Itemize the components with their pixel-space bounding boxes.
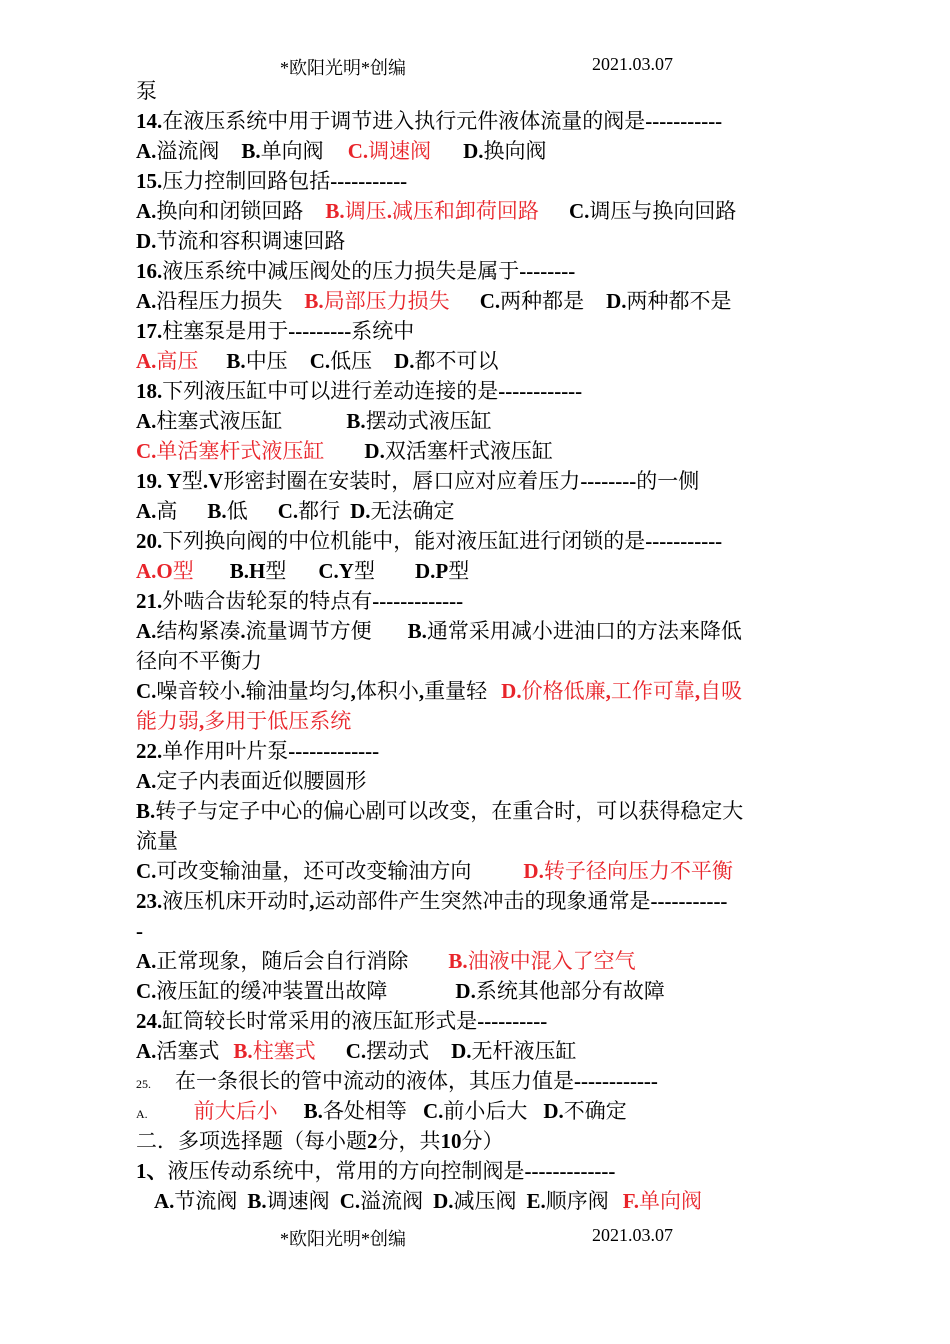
- text-segment: 都行: [298, 499, 341, 523]
- question-list: [136, 76, 826, 1216]
- text-segment: C.: [339, 1189, 361, 1213]
- text-segment: A.: [136, 1107, 148, 1121]
- text-line: [136, 1036, 826, 1066]
- text-segment: 单作用叶片泵: [162, 739, 289, 763]
- text-segment: D.: [606, 289, 627, 313]
- text-segment: 高: [156, 499, 178, 523]
- text-segment: 在一条很长的管中流动的液体，其压力值是: [175, 1069, 574, 1093]
- answer-text: 转子径向压力不平衡: [543, 859, 733, 883]
- text-segment: A.: [136, 949, 157, 973]
- text-line: [136, 766, 826, 796]
- text-segment: ------------: [498, 379, 583, 403]
- answer-text: 多用于低压系统: [204, 709, 352, 733]
- text-segment: 活塞式: [156, 1039, 220, 1063]
- text-segment: A.: [136, 409, 157, 433]
- text-segment: A.: [136, 199, 157, 223]
- text-segment: 换向和闭锁回路: [156, 199, 304, 223]
- text-segment: A.: [136, 1039, 157, 1063]
- text-line: [136, 1156, 826, 1186]
- text-segment: .: [240, 679, 246, 703]
- text-line: [136, 466, 826, 496]
- text-line: [136, 1006, 826, 1036]
- text-segment: C.: [309, 349, 331, 373]
- text-line: [136, 616, 826, 646]
- text-segment: 泵: [136, 79, 157, 103]
- text-segment: 14.: [136, 109, 163, 133]
- text-segment: -------------: [372, 589, 464, 613]
- answer-text: 油液中混入了空气: [467, 949, 636, 973]
- text-line: [136, 1096, 826, 1126]
- text-segment: 顺序阀: [545, 1189, 609, 1213]
- text-segment: 摆动式: [366, 1039, 430, 1063]
- text-segment: 双活塞杆式液压缸: [384, 439, 553, 463]
- text-segment: 调压与换向回路: [589, 199, 737, 223]
- answer-text: B.: [325, 199, 345, 223]
- text-line: [136, 1066, 826, 1096]
- text-segment: 型: [181, 469, 203, 493]
- text-segment: 21.: [136, 589, 163, 613]
- text-segment: 17.: [136, 319, 163, 343]
- text-segment: 两种都是: [500, 289, 585, 313]
- text-segment: C.: [277, 499, 299, 523]
- text-segment: 20.: [136, 529, 163, 553]
- text-segment: D.: [455, 979, 476, 1003]
- answer-text: 单向阀: [638, 1189, 702, 1213]
- text-segment: 前小后大: [443, 1099, 528, 1123]
- text-segment: D.: [350, 499, 371, 523]
- text-segment: 型: [353, 559, 375, 583]
- text-line: [136, 826, 826, 856]
- text-segment: 运动部件产生突然冲击的现象通常是: [314, 889, 651, 913]
- footer-author: *欧阳光明*创编: [280, 1229, 406, 1249]
- text-segment: ,: [350, 679, 356, 703]
- text-line: [136, 316, 826, 346]
- text-line: [136, 436, 826, 466]
- answer-text: 局部压力损失: [323, 289, 450, 313]
- answer-text: A.: [136, 349, 157, 373]
- text-segment: 节流阀: [174, 1189, 238, 1213]
- text-segment: C.: [136, 679, 157, 703]
- text-segment: 10: [440, 1129, 462, 1153]
- text-segment: 各处相等: [322, 1099, 407, 1123]
- text-line: [136, 406, 826, 436]
- text-segment: C.: [136, 979, 157, 1003]
- text-segment: D.P: [414, 559, 449, 583]
- text-segment: 减压阀: [453, 1189, 517, 1213]
- text-segment: D.: [136, 229, 157, 253]
- page-header: [0, 54, 950, 78]
- text-segment: 23.: [136, 889, 163, 913]
- text-segment: B.: [407, 619, 427, 643]
- text-segment: 都不可以: [414, 349, 499, 373]
- answer-text: A.O: [136, 559, 173, 583]
- text-segment: 系统中: [351, 319, 415, 343]
- text-segment: ,: [309, 889, 315, 913]
- text-segment: 径向不平衡力: [136, 649, 262, 673]
- text-segment: B.: [303, 1099, 323, 1123]
- text-segment: 19. Y: [136, 469, 182, 493]
- text-segment: 正常现象，随后会自行消除: [156, 949, 409, 973]
- text-segment: 24.: [136, 1009, 163, 1033]
- answer-text: B.: [448, 949, 468, 973]
- answer-text: 高压: [156, 349, 199, 373]
- text-segment: 缸筒较长时常采用的液压缸形式是: [162, 1009, 478, 1033]
- text-line: [136, 646, 826, 676]
- text-line: [136, 1186, 826, 1216]
- text-line: [136, 886, 826, 916]
- text-segment: D.: [543, 1099, 564, 1123]
- answer-text: 价格低廉: [521, 679, 606, 703]
- text-segment: -------------: [288, 739, 380, 763]
- answer-text: 型: [172, 559, 194, 583]
- text-segment: 输油量均匀: [245, 679, 351, 703]
- text-segment: C.: [136, 859, 157, 883]
- text-segment: 摆动式液压缸: [365, 409, 492, 433]
- text-line: [136, 736, 826, 766]
- text-segment: C.Y: [318, 559, 354, 583]
- text-segment: 16.: [136, 259, 163, 283]
- text-segment: D.: [394, 349, 415, 373]
- answer-text: 调速阀: [368, 139, 432, 163]
- text-line: [136, 676, 826, 706]
- text-segment: A.: [136, 289, 157, 313]
- text-segment: D.: [451, 1039, 472, 1063]
- text-segment: 结构紧凑: [156, 619, 241, 643]
- text-segment: 型: [265, 559, 287, 583]
- text-segment: 2: [367, 1129, 378, 1153]
- answer-text: C.: [136, 439, 157, 463]
- answer-text: ,: [199, 709, 205, 733]
- text-line: [136, 106, 826, 136]
- footer-date: 2021.03.07: [592, 1225, 673, 1245]
- text-segment: A.: [136, 139, 157, 163]
- answer-text: F.: [622, 1189, 639, 1213]
- text-segment: -----------: [645, 529, 723, 553]
- text-segment: ------------: [574, 1069, 658, 1093]
- text-segment: 中压: [245, 349, 288, 373]
- text-segment: 定子内表面近似腰圆形: [156, 769, 367, 793]
- text-segment: ,: [418, 679, 425, 703]
- answer-text: 柱塞式: [252, 1039, 316, 1063]
- text-segment: 液压机床开动时: [162, 889, 310, 913]
- text-segment: 柱塞泵是用于: [162, 319, 289, 343]
- text-segment: A.: [136, 769, 157, 793]
- text-line: [136, 226, 826, 256]
- text-segment: 单向阀: [260, 139, 324, 163]
- text-segment: B.: [136, 799, 156, 823]
- text-segment: 18.: [136, 379, 163, 403]
- text-segment: 22.: [136, 739, 163, 763]
- answer-text: D.: [501, 679, 522, 703]
- answer-text: B.: [233, 1039, 253, 1063]
- text-segment: 二．多项选择题（每小题: [136, 1129, 367, 1153]
- answer-text: 调压: [344, 199, 387, 223]
- text-segment: 液压缸的缓冲装置出故障: [156, 979, 388, 1003]
- text-segment: 15.: [136, 169, 163, 193]
- text-segment: E.: [526, 1189, 546, 1213]
- text-segment: 在液压系统中用于调节进入执行元件液体流量的阀是: [162, 109, 646, 133]
- text-segment: 低: [226, 499, 248, 523]
- text-segment: 无杆液压缸: [471, 1039, 577, 1063]
- text-segment: 柱塞式液压缸: [156, 409, 283, 433]
- header-author: *欧阳光明*创编: [280, 58, 406, 78]
- text-segment: B.: [247, 1189, 267, 1213]
- text-segment: C.: [345, 1039, 367, 1063]
- text-line: [136, 496, 826, 526]
- text-segment: -----------: [330, 169, 408, 193]
- text-segment: --------: [580, 469, 637, 493]
- text-segment: 液压系统中减压阀处的压力损失是属于: [162, 259, 520, 283]
- text-segment: 沿程压力损失: [156, 289, 283, 313]
- page-footer: [0, 1225, 950, 1249]
- text-segment: 低压: [330, 349, 373, 373]
- text-segment: 1、: [136, 1159, 168, 1183]
- text-segment: 外啮合齿轮泵的特点有: [162, 589, 373, 613]
- text-segment: B.: [346, 409, 366, 433]
- text-segment: C.: [479, 289, 501, 313]
- text-segment: 换向阀: [483, 139, 547, 163]
- text-segment: 节流和容积调速回路: [156, 229, 346, 253]
- text-line: [136, 256, 826, 286]
- text-segment: 不确定: [563, 1099, 627, 1123]
- text-segment: 形密封圈在安装时，唇口应对应着压力: [223, 469, 581, 493]
- text-segment: 无法确定: [370, 499, 455, 523]
- text-segment: -------------: [524, 1159, 616, 1183]
- text-line: [136, 346, 826, 376]
- text-segment: A.: [136, 499, 157, 523]
- text-segment: D.: [463, 139, 484, 163]
- text-segment: 转子与定子中心的偏心剧可以改变，在重合时，可以获得稳定大: [155, 799, 744, 823]
- answer-text: 单活塞杆式液压缸: [156, 439, 325, 463]
- text-segment: 压力控制回路包括: [162, 169, 331, 193]
- text-segment: B.H: [229, 559, 266, 583]
- text-line: [136, 976, 826, 1006]
- text-segment: 通常采用减小进油口的方法来降低: [426, 619, 742, 643]
- text-segment: 流量调节方便: [245, 619, 372, 643]
- text-segment: B.: [226, 349, 246, 373]
- text-segment: 体积小: [355, 679, 419, 703]
- text-line: [136, 706, 826, 736]
- text-segment: 重量轻: [424, 679, 488, 703]
- text-segment: 分）: [461, 1129, 504, 1153]
- text-segment: 可改变输油量，还可改变输油方向: [156, 859, 472, 883]
- text-segment: D.: [364, 439, 385, 463]
- answer-text: 前大后小: [193, 1099, 278, 1123]
- text-segment: 溢流阀: [156, 139, 220, 163]
- text-segment: 型: [448, 559, 470, 583]
- text-segment: B.: [207, 499, 227, 523]
- text-segment: 系统其他部分有故障: [475, 979, 665, 1003]
- text-line: [136, 796, 826, 826]
- text-segment: -----------: [645, 109, 723, 133]
- text-segment: C.: [568, 199, 590, 223]
- text-segment: 25.: [136, 1077, 151, 1091]
- answer-text: D.: [523, 859, 544, 883]
- text-segment: B.: [241, 139, 261, 163]
- text-segment: 调速阀: [266, 1189, 330, 1213]
- text-segment: C.: [422, 1099, 444, 1123]
- text-segment: 液压传动系统中，常用的方向控制阀是: [167, 1159, 525, 1183]
- text-line: [136, 946, 826, 976]
- text-line: [136, 526, 826, 556]
- answer-text: C.: [347, 139, 369, 163]
- text-line: [136, 916, 826, 946]
- answer-text: 自吸: [700, 679, 743, 703]
- text-line: [136, 586, 826, 616]
- answer-text: 减压和卸荷回路: [391, 199, 539, 223]
- text-segment: 下列换向阀的中位机能中，能对液压缸进行闭锁的是: [162, 529, 646, 553]
- text-segment: 分，共: [377, 1129, 441, 1153]
- text-segment: ----------: [477, 1009, 548, 1033]
- text-line: [136, 166, 826, 196]
- text-segment: A.: [154, 1189, 175, 1213]
- text-segment: 的一侧: [636, 469, 700, 493]
- header-date: 2021.03.07: [592, 54, 673, 74]
- text-segment: -----------: [650, 889, 728, 913]
- text-segment: .V: [202, 469, 224, 493]
- text-line: [136, 856, 826, 886]
- answer-text: ,: [694, 679, 701, 703]
- answer-text: .: [386, 199, 392, 223]
- text-segment: 溢流阀: [360, 1189, 424, 1213]
- text-segment: 噪音较小: [156, 679, 241, 703]
- text-line: [136, 1126, 826, 1156]
- text-segment: A.: [136, 619, 157, 643]
- text-line: [136, 556, 826, 586]
- answer-text: 能力弱: [136, 709, 199, 733]
- text-segment: D.: [433, 1189, 454, 1213]
- text-segment: 下列液压缸中可以进行差动连接的是: [162, 379, 499, 403]
- answer-text: ,: [605, 679, 611, 703]
- text-segment: 两种都不是: [626, 289, 732, 313]
- text-line: [136, 76, 826, 106]
- text-segment: 流量: [136, 829, 178, 853]
- text-segment: ---------: [288, 319, 352, 343]
- text-segment: --------: [519, 259, 576, 283]
- text-line: [136, 286, 826, 316]
- answer-text: B.: [304, 289, 324, 313]
- text-segment: -: [136, 919, 143, 943]
- text-segment: .: [240, 619, 246, 643]
- answer-text: 工作可靠: [610, 679, 695, 703]
- text-line: [136, 376, 826, 406]
- text-line: [136, 196, 826, 226]
- text-line: [136, 136, 826, 166]
